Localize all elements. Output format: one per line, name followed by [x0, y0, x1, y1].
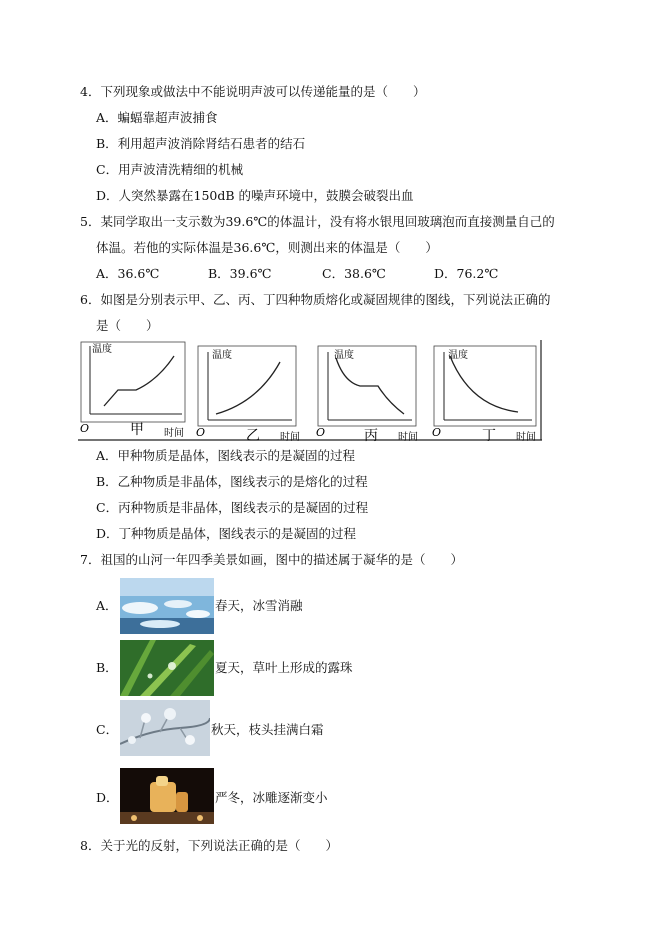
q7-stem: 7．祖国的山河一年四季美景如画，图中的描述属于凝华的是（ ）: [80, 552, 463, 567]
graph-jia-xlabel: 时间: [164, 428, 184, 439]
q7-option-b-caption: 夏天，草叶上形成的露珠: [215, 660, 353, 675]
graph-jia-ylabel: 温度: [92, 344, 112, 355]
q4-option-c: C．用声波清洗精细的机械: [96, 162, 244, 177]
q7-option-d-caption: 严冬，冰雕逐渐变小: [215, 790, 328, 805]
graph-ding-name: 丁: [482, 428, 496, 444]
q7-option-d-photo: [120, 768, 214, 824]
q5-stem-line2: 体温。若他的实际体温是36.6℃，则测出来的体温是（ ）: [96, 240, 438, 255]
graph-bing: [316, 346, 418, 444]
graph-bing-xlabel: 时间: [398, 432, 418, 443]
graph-jia-name: 甲: [130, 422, 144, 438]
q7-option-a-caption: 春天，冰雪消融: [215, 598, 303, 613]
graph-yi-xlabel: 时间: [280, 432, 300, 443]
q7-option-b-photo: [120, 640, 214, 696]
q7-option-d-label: D．: [96, 790, 119, 805]
q6-stem-line2: 是（ ）: [96, 318, 159, 333]
q7-option-b-label: B．: [96, 660, 118, 675]
q5-option-c: C．38.6℃: [322, 266, 386, 281]
q4-option-d: D．人突然暴露在150dB 的噪声环境中，鼓膜会破裂出血: [96, 188, 414, 203]
q4-option-a: A．蝙蝠靠超声波捕食: [96, 110, 218, 125]
graph-yi-ylabel: 温度: [212, 350, 232, 361]
graph-jia: [80, 342, 185, 439]
q6-stem-line1: 6．如图是分别表示甲、乙、丙、丁四种物质熔化或凝固规律的图线，下列说法正确的: [80, 292, 551, 307]
graph-yi-name: 乙: [246, 428, 260, 444]
graph-ding: [432, 346, 536, 444]
q4-stem: 4．下列现象或做法中不能说明声波可以传递能量的是（ ）: [80, 84, 426, 99]
q6-option-d: D．丁种物质是晶体，图线表示的是凝固的过程: [96, 526, 357, 541]
q7-option-c-label: C．: [96, 722, 119, 737]
graph-bing-ylabel: 温度: [334, 350, 354, 361]
q5-option-b: B．39.6℃: [208, 266, 272, 281]
q5-options-row: [96, 266, 556, 282]
q8-stem: 8．关于光的反射，下列说法正确的是（ ）: [80, 838, 338, 853]
q7-option-a-label: A．: [96, 598, 118, 613]
graph-yi-curve: [216, 362, 280, 414]
q5-option-a: A．36.6℃: [96, 266, 160, 281]
q7-option-a-photo: [120, 578, 214, 634]
graph-jia-origin: O: [80, 422, 90, 435]
q7-option-c-caption: 秋天，枝头挂满白霜: [211, 722, 324, 737]
q5-stem-line1: 5．某同学取出一支示数为39.6℃的体温计，没有将水银甩回玻璃泡而直接测量自己的: [80, 214, 555, 229]
melting-solidification-graphs: [78, 340, 544, 444]
q5-option-d: D．76.2℃: [434, 266, 499, 281]
q4-option-b: B．利用超声波消除肾结石患者的结石: [96, 136, 306, 151]
graph-bing-curve: [336, 358, 404, 414]
graph-ding-origin: O: [432, 426, 442, 439]
graph-bing-origin: O: [316, 426, 326, 439]
graph-yi: [196, 346, 300, 444]
graph-ding-xlabel: 时间: [516, 432, 536, 443]
graph-yi-origin: O: [196, 426, 206, 439]
q6-option-a: A．甲种物质是晶体，图线表示的是凝固的过程: [96, 448, 356, 463]
graph-jia-curve: [104, 356, 174, 406]
graph-bing-name: 丙: [364, 428, 378, 444]
q7-option-c-photo: [120, 700, 210, 756]
graph-ding-curve: [450, 356, 518, 412]
q6-option-b: B．乙种物质是非晶体，图线表示的是熔化的过程: [96, 474, 368, 489]
graph-ding-ylabel: 温度: [448, 350, 468, 361]
q6-option-c: C．丙种物质是非晶体，图线表示的是凝固的过程: [96, 500, 369, 515]
